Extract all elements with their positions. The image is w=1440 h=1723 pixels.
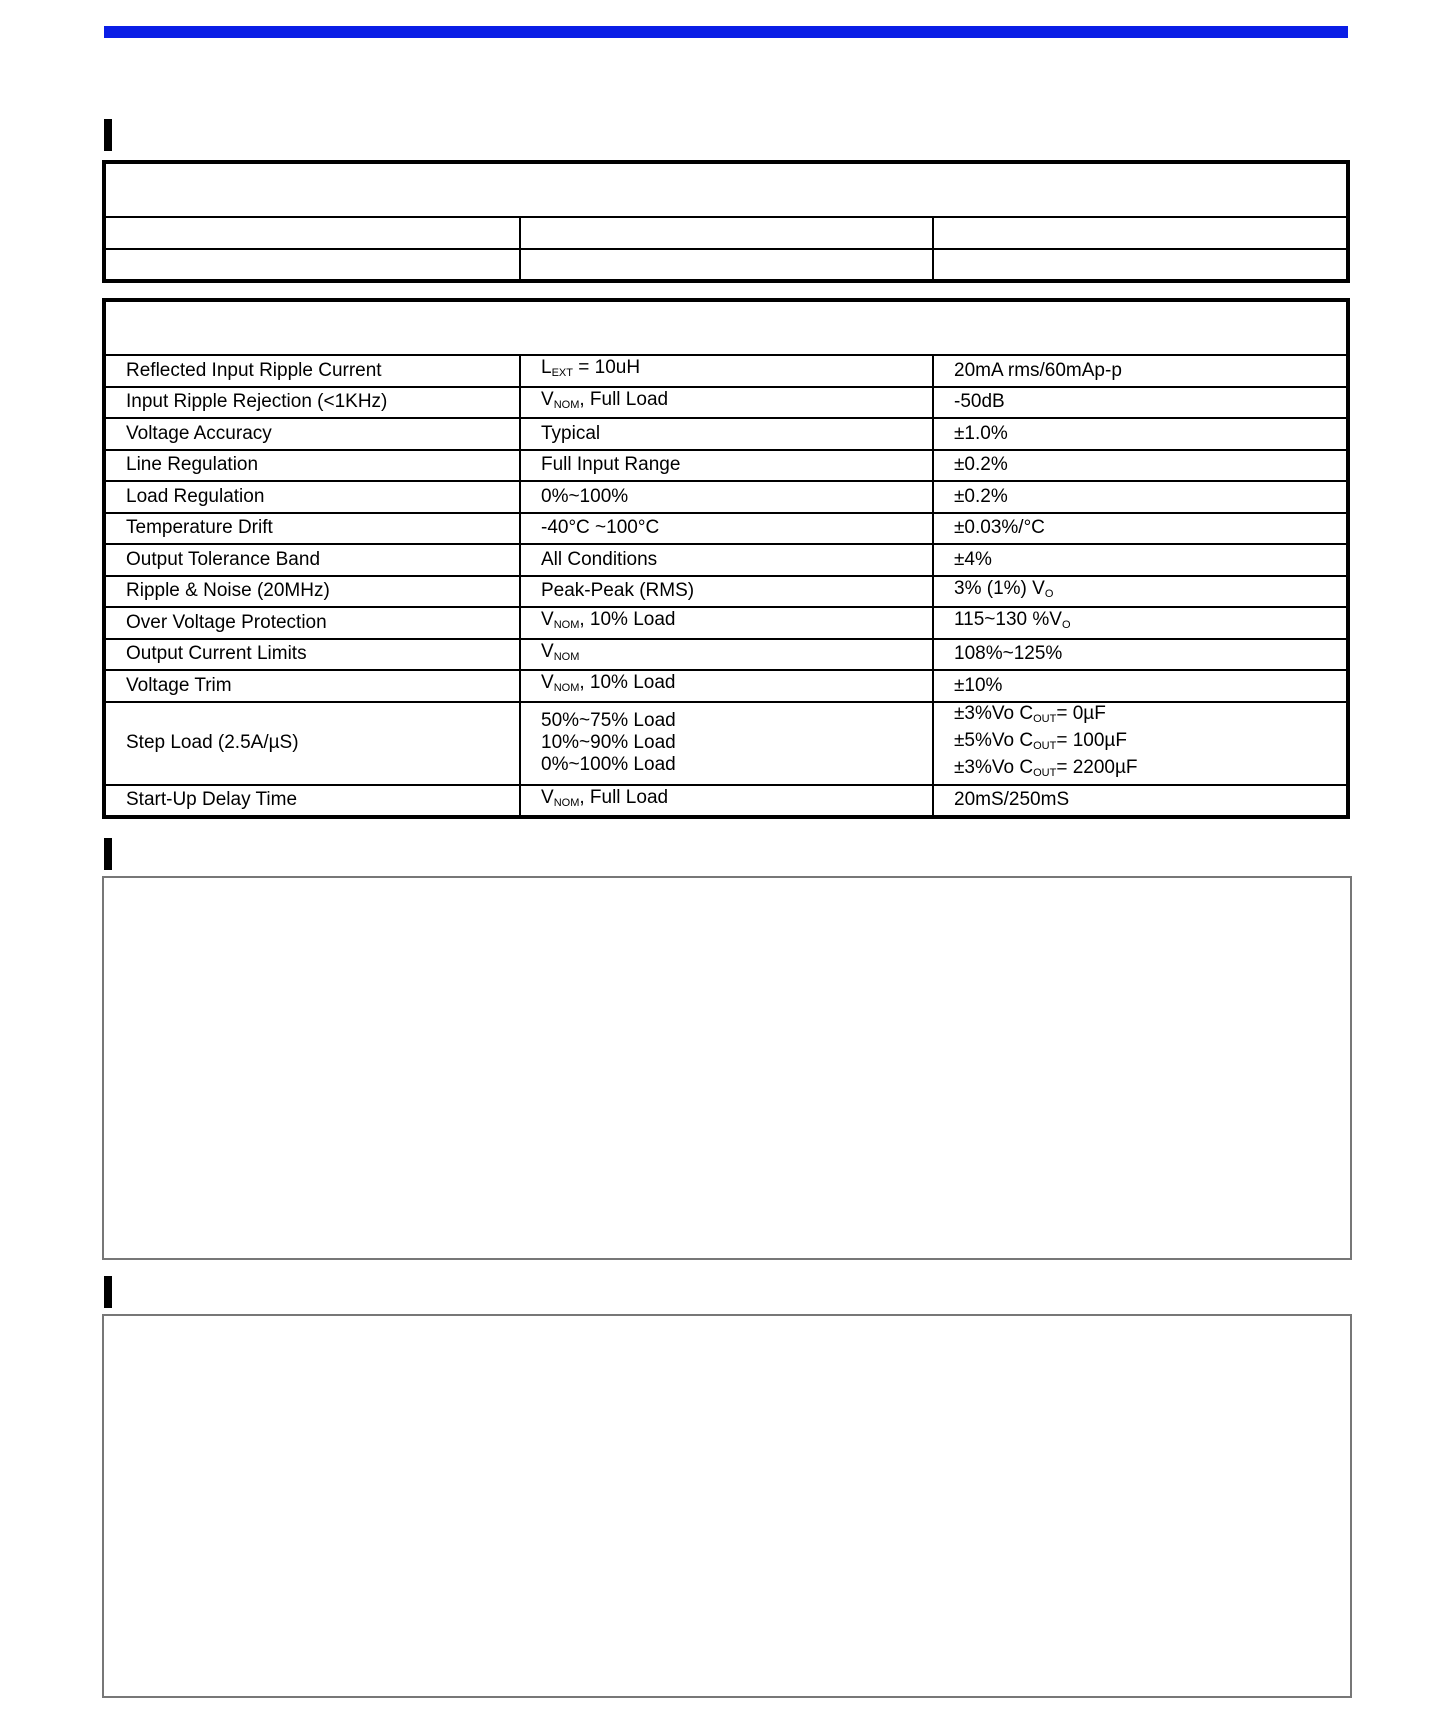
table-row xyxy=(104,544,1348,576)
param-cell: Over Voltage Protection xyxy=(104,607,520,639)
group-title xyxy=(104,162,1348,217)
param-cell: Reflected Input Ripple Current xyxy=(104,355,520,387)
value-cell: 115~130 $\%V_O$ xyxy=(933,607,1348,639)
subscript: OUT xyxy=(1033,739,1057,752)
value-cell: ±1.0% xyxy=(933,418,1348,450)
value-cell: 20mS/250mS xyxy=(933,785,1348,818)
subscript: O xyxy=(1044,587,1054,600)
value-line: ±5%Vo $C_{OUT}= 100\mu F$ xyxy=(954,729,1127,752)
condition-cell: Typical xyxy=(520,418,933,450)
param-cell: Ripple & Noise (20MHz) xyxy=(104,576,520,608)
subscript: NOM xyxy=(553,796,580,809)
general-table xyxy=(102,160,1350,283)
condition-line: 10%~90% Load xyxy=(541,732,676,753)
value-line: ±3%Vo $C_{OUT}= 2200\mu F$ xyxy=(954,756,1138,779)
param-cell: Voltage Trim xyxy=(104,670,520,702)
value-cell: 3% (1%) $V_O$ xyxy=(933,576,1348,608)
section-heading-typical-waveforms xyxy=(104,838,112,870)
table-row xyxy=(104,639,1348,671)
value-cell xyxy=(933,249,1348,282)
input-output-table xyxy=(102,298,1350,819)
table-row xyxy=(104,513,1348,545)
param-cell: Input Ripple Rejection (<1KHz) xyxy=(104,387,520,419)
condition-cell: Peak-Peak (RMS) xyxy=(520,576,933,608)
value-cell: 108%~125% xyxy=(933,639,1348,671)
value-cell: 20mA rms/60mAp-p xyxy=(933,355,1348,387)
table-row xyxy=(104,607,1348,639)
table-row xyxy=(104,670,1348,702)
typical-waveforms-panel xyxy=(102,876,1352,1260)
condition-cell: $V_{NOM}$, 10% Load xyxy=(520,607,933,639)
param-cell: Output Current Limits xyxy=(104,639,520,671)
table-row xyxy=(104,450,1348,482)
value-cell: ±4% xyxy=(933,544,1348,576)
condition-cell xyxy=(520,249,933,282)
condition-cell: $V_{NOM}$, Full Load xyxy=(520,785,933,818)
section-heading-model-parameters xyxy=(104,119,112,151)
condition-cell: Full Input Range xyxy=(520,450,933,482)
condition-cell: $L_{EXT} = 10uH$ xyxy=(520,355,933,387)
table-row xyxy=(104,387,1348,419)
value-cell: ±0.2% xyxy=(933,450,1348,482)
condition-cell: $V_{NOM}$ xyxy=(520,639,933,671)
value-cell: ±10% xyxy=(933,670,1348,702)
subscript: O xyxy=(1061,619,1071,632)
value-line: ±3%Vo $C_{OUT}= 0\mu F$ xyxy=(954,702,1106,725)
param-cell: Line Regulation xyxy=(104,450,520,482)
condition-cell: $V_{NOM}$, 10% Load xyxy=(520,670,933,702)
condition-cell: 0%~100% xyxy=(520,481,933,513)
table-row xyxy=(104,576,1348,608)
pulsed-waveforms-panel xyxy=(102,1314,1352,1698)
table-row xyxy=(104,702,1348,785)
subscript: OUT xyxy=(1033,766,1057,779)
param-cell xyxy=(104,217,520,249)
param-cell: Temperature Drift xyxy=(104,513,520,545)
subscript: OUT xyxy=(1033,712,1057,725)
condition-cell: -40°C ~100°C xyxy=(520,513,933,545)
param-cell: Load Regulation xyxy=(104,481,520,513)
param-cell: Start-Up Delay Time xyxy=(104,785,520,818)
condition-cell: All Conditions xyxy=(520,544,933,576)
header-color-bar xyxy=(104,26,1348,38)
subscript: NOM xyxy=(553,650,580,663)
value-cell: -50dB xyxy=(933,387,1348,419)
condition-cell xyxy=(520,217,933,249)
value-cell: ±0.03%/°C xyxy=(933,513,1348,545)
table-row xyxy=(104,418,1348,450)
param-cell: Step Load (2.5A/µS) xyxy=(104,702,520,785)
param-cell xyxy=(104,249,520,282)
condition-line: 50%~75% Load xyxy=(541,710,676,731)
value-cell: ±0.2% xyxy=(933,481,1348,513)
value-cell xyxy=(933,217,1348,249)
subscript: EXT xyxy=(551,367,573,380)
group-title xyxy=(104,300,1348,355)
param-cell: Voltage Accuracy xyxy=(104,418,520,450)
condition-cell xyxy=(520,702,933,785)
section-heading-pulsed-waveforms xyxy=(104,1276,112,1308)
table-row xyxy=(104,355,1348,387)
subscript: NOM xyxy=(553,682,580,695)
table-row xyxy=(104,785,1348,818)
subscript: NOM xyxy=(553,619,580,632)
param-cell: Output Tolerance Band xyxy=(104,544,520,576)
subscript: NOM xyxy=(553,398,580,411)
table-row xyxy=(104,481,1348,513)
value-cell xyxy=(933,702,1348,785)
condition-line: 0%~100% Load xyxy=(541,754,676,775)
condition-cell: $V_{NOM}$, Full Load xyxy=(520,387,933,419)
